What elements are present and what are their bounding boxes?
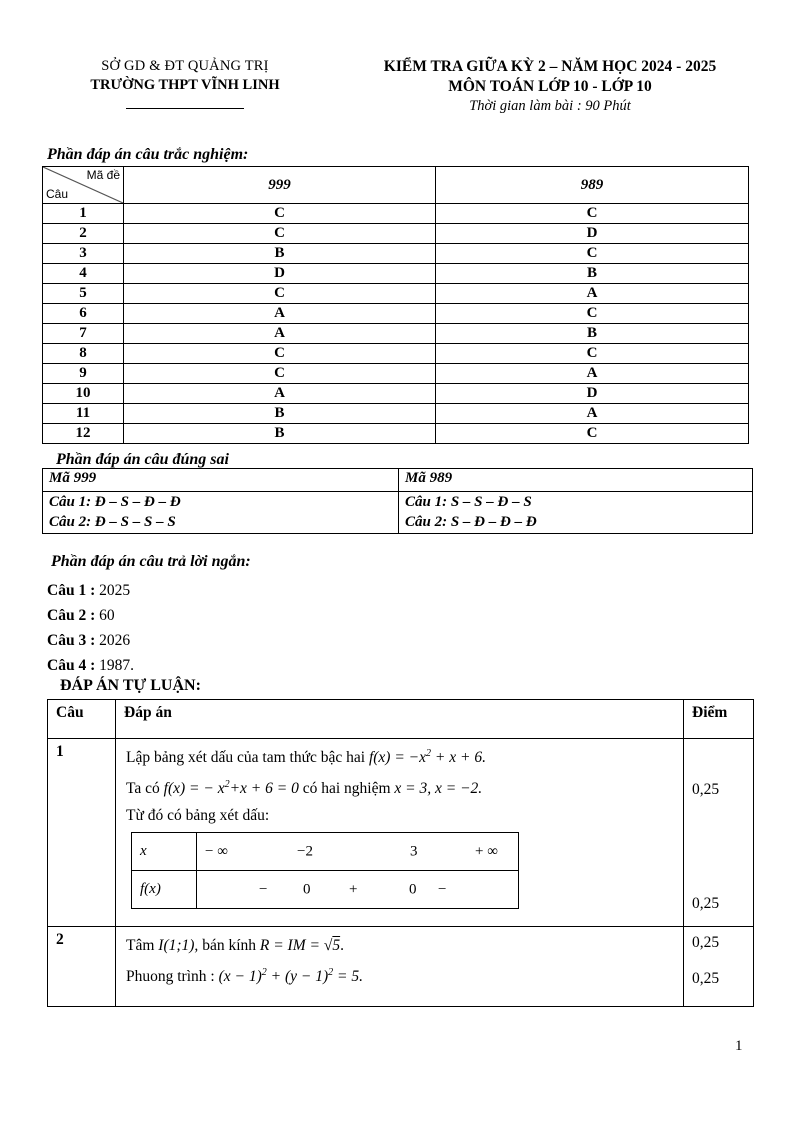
answer-999: C xyxy=(124,284,436,304)
formula: I(1;1), xyxy=(158,937,199,954)
essay-section-title: ĐÁP ÁN TỰ LUẬN: xyxy=(60,677,201,694)
table-row xyxy=(43,224,749,244)
list-item xyxy=(47,653,134,678)
answer-989: A xyxy=(436,284,749,304)
sign-minus: − xyxy=(259,881,268,897)
question-number: 1 xyxy=(43,204,124,224)
tf-section-title: Phần đáp án câu đúng sai xyxy=(56,451,229,468)
page-header xyxy=(0,58,794,115)
score-value: 0,25 xyxy=(692,934,720,951)
sign-fx-label: f(x) xyxy=(132,871,197,909)
table-row xyxy=(48,739,754,927)
essay-row1-line3: Từ đó có bảng xét dấu: xyxy=(126,807,270,824)
table-row xyxy=(43,204,749,224)
tf-answer-table xyxy=(42,468,753,534)
essay-row2-score xyxy=(684,927,754,1007)
answer-999: C xyxy=(124,204,436,224)
essay-header-diem: Điểm xyxy=(684,700,754,739)
question-number: 8 xyxy=(43,344,124,364)
answer-999: B xyxy=(124,424,436,444)
question-number: 7 xyxy=(43,324,124,344)
score-value: 0,25 xyxy=(692,781,720,798)
answer-999: A xyxy=(124,384,436,404)
tf-999-cau1: Câu 1: Đ – S – Đ – Đ xyxy=(49,494,181,510)
table-row xyxy=(43,284,749,304)
sign-chart-table xyxy=(131,832,519,909)
formula: $(x - 1)^2 + (y - 1)^2 = 5$. xyxy=(218,966,363,985)
header-left-block xyxy=(55,58,315,115)
short-q3-label: Câu 3 : xyxy=(47,632,96,649)
tf-answers-999 xyxy=(43,492,399,534)
essay-row1-line2: Ta có f(x) = − $x^2+x + 6 = 0$ có hai nghiệm x = 3, x = −2. xyxy=(126,778,483,797)
sign-plus: + xyxy=(349,881,358,897)
school-name: TRƯỜNG THPT VĨNH LINH xyxy=(90,77,280,93)
tf-code-999: Mã 999 xyxy=(43,469,399,492)
tf-999-cau2: Câu 2: Đ – S – S – S xyxy=(49,513,176,530)
sign-fx-values xyxy=(197,871,519,909)
tf-answers-989 xyxy=(399,492,753,534)
short-q1-label: Câu 1 : xyxy=(47,582,96,599)
question-number: 3 xyxy=(43,244,124,264)
question-number: 2 xyxy=(43,224,124,244)
essay-row2-answer xyxy=(116,927,684,1007)
neg-infinity: − ∞ xyxy=(205,843,228,859)
question-number: 12 xyxy=(43,424,124,444)
answer-989: C xyxy=(436,304,749,324)
score-value: 0,25 xyxy=(692,970,720,987)
answer-999: A xyxy=(124,304,436,324)
mc-section-title: Phần đáp án câu trắc nghiệm: xyxy=(47,146,249,163)
table-row xyxy=(43,364,749,384)
formula: f(x) = − $x^2+x + 6 = 0$ xyxy=(163,778,299,797)
exam-title: KIỂM TRA GIỮA KỲ 2 – NĂM HỌC 2024 - 2025 xyxy=(383,58,717,75)
answer-989: A xyxy=(436,404,749,424)
department-name: SỞ GD & ĐT QUẢNG TRỊ xyxy=(101,58,269,74)
sign-zero: 0 xyxy=(409,881,417,897)
formula: R = IM = √5 xyxy=(259,937,341,954)
answer-989: D xyxy=(436,224,749,244)
table-row xyxy=(43,424,749,444)
sign-x-label: x xyxy=(132,833,197,871)
short-section-title: Phần đáp án câu trả lời ngắn: xyxy=(51,553,251,570)
essay-row1-number: 1 xyxy=(48,739,116,927)
table-row xyxy=(43,244,749,264)
essay-row2-line1: Tâm I(1;1), bán kính R = IM = √5. xyxy=(126,937,344,954)
header-right-block xyxy=(335,58,765,115)
question-number: 11 xyxy=(43,404,124,424)
answer-999: A xyxy=(124,324,436,344)
table-row xyxy=(43,324,749,344)
answer-999: D xyxy=(124,264,436,284)
answer-989: B xyxy=(436,324,749,344)
list-item xyxy=(47,603,134,628)
short-answer-list xyxy=(47,578,134,678)
mc-corner-cell xyxy=(43,167,124,204)
score-value: 0,25 xyxy=(692,895,720,912)
tf-code-989: Mã 989 xyxy=(399,469,753,492)
list-item xyxy=(47,628,134,653)
answer-989: D xyxy=(436,384,749,404)
radical-sign: √ xyxy=(323,937,333,954)
question-number: 10 xyxy=(43,384,124,404)
answer-989: C xyxy=(436,344,749,364)
subject-line: MÔN TOÁN LỚP 10 - LỚP 10 xyxy=(448,78,652,95)
table-row xyxy=(43,264,749,284)
short-q2-label: Câu 2 : xyxy=(47,607,96,624)
short-q4-label: Câu 4 : xyxy=(47,657,96,674)
answer-989: C xyxy=(436,244,749,264)
short-q1-value: 2025 xyxy=(99,582,131,599)
table-row xyxy=(43,404,749,424)
question-number: 9 xyxy=(43,364,124,384)
root-1: −2 xyxy=(297,843,313,859)
short-q3-value: 2026 xyxy=(99,632,131,649)
answer-989: B xyxy=(436,264,749,284)
essay-header-cau: Câu xyxy=(48,700,116,739)
mc-answer-table xyxy=(42,166,749,444)
essay-row1-answer xyxy=(116,739,684,927)
duration-line: Thời gian làm bài : 90 Phút xyxy=(469,98,631,114)
answer-999: C xyxy=(124,224,436,244)
pos-infinity: + ∞ xyxy=(475,843,498,859)
answer-999: B xyxy=(124,404,436,424)
essay-row2-number: 2 xyxy=(48,927,116,1007)
essay-row1-score xyxy=(684,739,754,927)
short-q2-value: 60 xyxy=(99,607,115,624)
tf-989-cau1: Câu 1: S – S – Đ – S xyxy=(405,494,532,510)
answer-989: A xyxy=(436,364,749,384)
answer-999: C xyxy=(124,364,436,384)
formula: $f(x) = -x^2 + x + 6$. xyxy=(368,747,486,766)
tf-989-cau2: Câu 2: S – Đ – Đ – Đ xyxy=(405,513,537,530)
page-number: 1 xyxy=(735,1038,743,1054)
sign-x-values xyxy=(197,833,519,871)
table-row xyxy=(43,304,749,324)
answer-999: B xyxy=(124,244,436,264)
mc-code-999: 999 xyxy=(124,167,436,204)
formula: x = 3, x = −2. xyxy=(394,780,483,797)
table-row xyxy=(48,927,754,1007)
question-number: 6 xyxy=(43,304,124,324)
answer-989: C xyxy=(436,204,749,224)
ma-de-label: Mã đề xyxy=(86,168,120,182)
radicand: 5 xyxy=(332,937,341,954)
answer-999: C xyxy=(124,344,436,364)
essay-header-dapan: Đáp án xyxy=(116,700,684,739)
root-2: 3 xyxy=(410,843,418,859)
sign-zero: 0 xyxy=(303,881,311,897)
question-number: 4 xyxy=(43,264,124,284)
list-item xyxy=(47,578,134,603)
question-number: 5 xyxy=(43,284,124,304)
essay-row2-line2: Phuong trình : $(x - 1)^2 + (y - 1)^2 = 5$. xyxy=(126,966,363,985)
cau-label: Câu xyxy=(46,187,69,201)
short-q4-value: 1987. xyxy=(99,657,134,674)
header-divider-line xyxy=(126,108,244,109)
table-row xyxy=(43,384,749,404)
sign-minus: − xyxy=(438,881,447,897)
essay-answer-table xyxy=(47,699,754,1007)
mc-code-989: 989 xyxy=(436,167,749,204)
answer-989: C xyxy=(436,424,749,444)
essay-row1-line1: Lập bảng xét dấu của tam thức bậc hai $f(x) = -x^2 + x + 6$. xyxy=(126,747,486,766)
table-row xyxy=(43,344,749,364)
